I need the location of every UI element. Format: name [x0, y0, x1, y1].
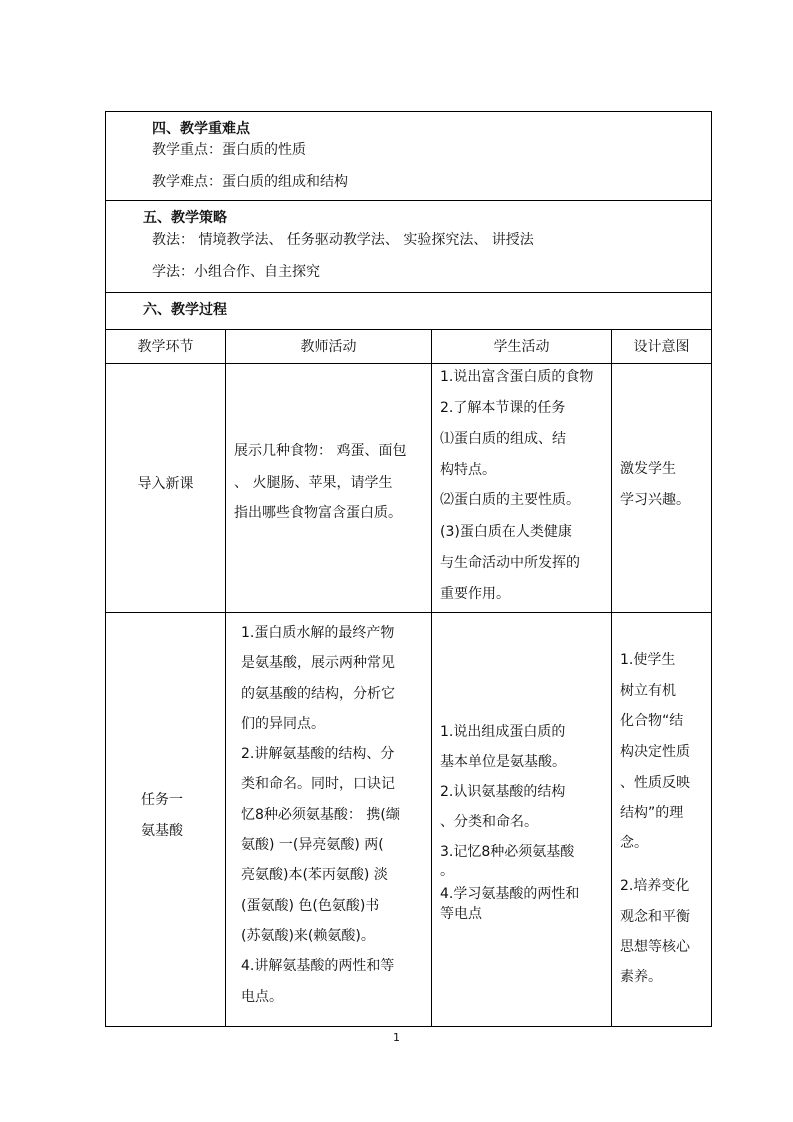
text-line: 电点。	[241, 989, 283, 1005]
page-number: 1	[393, 1031, 400, 1044]
row2-intent	[611, 612, 712, 1027]
text-line: ⑵蛋白质的主要性质。	[440, 492, 580, 508]
text-line: 等电点	[440, 906, 482, 922]
text-line: 2.了解本节课的任务	[440, 400, 566, 416]
section-title: 六、教学过程	[143, 302, 227, 318]
section-key-points	[105, 111, 712, 201]
header-student	[431, 329, 612, 364]
text-line: (苏氨酸)来(赖氨酸)。	[241, 928, 375, 944]
text-line: 构决定性质	[620, 744, 690, 760]
text-line: 2.认识氨基酸的结构	[440, 784, 566, 800]
stage-label: 导入新课	[137, 476, 194, 492]
header-label: 教师活动	[300, 339, 357, 355]
text-line: 1.说出组成蛋白质的	[440, 724, 566, 740]
text-line: 基本单位是氨基酸。	[440, 754, 566, 770]
text-line: 素养。	[620, 969, 662, 985]
header-teacher	[225, 329, 432, 364]
header-label: 学生活动	[493, 339, 550, 355]
text-line: 思想等核心	[620, 939, 690, 955]
row1-student	[431, 363, 612, 613]
text-line: (3)蛋白质在人类健康	[440, 524, 572, 540]
text-line: 们的异同点。	[241, 716, 325, 732]
header-label: 教学环节	[137, 339, 194, 355]
text-line: 构特点。	[440, 462, 496, 478]
text-line: 结构”的理	[620, 805, 684, 821]
section-title: 四、教学重难点	[152, 121, 250, 137]
text-line: 指出哪些食物富含蛋白质。	[234, 505, 402, 521]
text-line: 类和命名。同时，口诀记	[241, 776, 395, 792]
section-title: 五、教学策略	[143, 210, 227, 226]
text-line: 、分类和命名。	[440, 814, 538, 830]
text-line: ⑴蛋白质的组成、结	[440, 431, 566, 447]
row2-teacher	[225, 612, 432, 1027]
text-line: 3.记忆8种必须氨基酸	[440, 844, 575, 860]
text-line: 是氨基酸，展示两种常见	[241, 655, 395, 671]
text-line: 。	[440, 863, 454, 879]
text-line: 树立有机	[620, 683, 676, 699]
text-line: 与生命活动中所发挥的	[440, 555, 580, 571]
teaching-methods: 教法： 情境教学法、 任务驱动教学法、 实验探究法、 讲授法	[152, 232, 534, 248]
text-line: 展示几种食物： 鸡蛋、面包	[234, 443, 407, 459]
text-line: 、性质反映	[620, 775, 690, 791]
text-line: 的氨基酸的结构，分析它	[241, 686, 395, 702]
text-line: 1.说出富含蛋白质的食物	[440, 369, 594, 385]
text-line: 亮氨酸)本(苯丙氨酸) 淡	[241, 867, 388, 883]
header-label: 设计意图	[633, 339, 690, 355]
stage-label: 任务一	[141, 792, 183, 808]
text-line: 学习兴趣。	[620, 492, 690, 508]
header-stage	[105, 329, 226, 364]
row1-intent	[611, 363, 712, 613]
text-line: 4.学习氨基酸的两性和	[440, 886, 580, 902]
text-line: 忆8种必须氨基酸： 携(缬	[241, 807, 400, 823]
text-line: 念。	[620, 835, 648, 851]
text-line: 重要作用。	[440, 586, 510, 602]
key-point: 教学重点：蛋白质的性质	[152, 142, 306, 158]
header-intent	[611, 329, 712, 364]
text-line: 4.讲解氨基酸的两性和等	[241, 958, 395, 974]
row1-teacher	[225, 363, 432, 613]
row1-stage	[105, 363, 226, 613]
text-line: 激发学生	[620, 461, 676, 477]
section-process	[105, 292, 712, 330]
text-line: 2.培养变化	[620, 878, 690, 894]
row2-student	[431, 612, 612, 1027]
text-line: 化合物“结	[620, 713, 684, 729]
text-line: (蛋氨酸) 色(色氨酸)书	[241, 898, 380, 914]
text-line: 1.使学生	[620, 652, 676, 668]
row2-stage	[105, 612, 226, 1027]
text-line: 氨酸) 一(异亮氨酸) 两(	[241, 837, 384, 853]
stage-label: 氨基酸	[141, 823, 183, 839]
text-line: 观念和平衡	[620, 909, 690, 925]
section-strategy	[105, 200, 712, 293]
learning-methods: 学法：小组合作、自主探究	[152, 264, 320, 280]
difficulty: 教学难点：蛋白质的组成和结构	[152, 174, 348, 190]
text-line: 2.讲解氨基酸的结构、分	[241, 746, 395, 762]
text-line: 1.蛋白质水解的最终产物	[241, 625, 395, 641]
text-line: 、 火腿肠、苹果，请学生	[234, 475, 393, 491]
